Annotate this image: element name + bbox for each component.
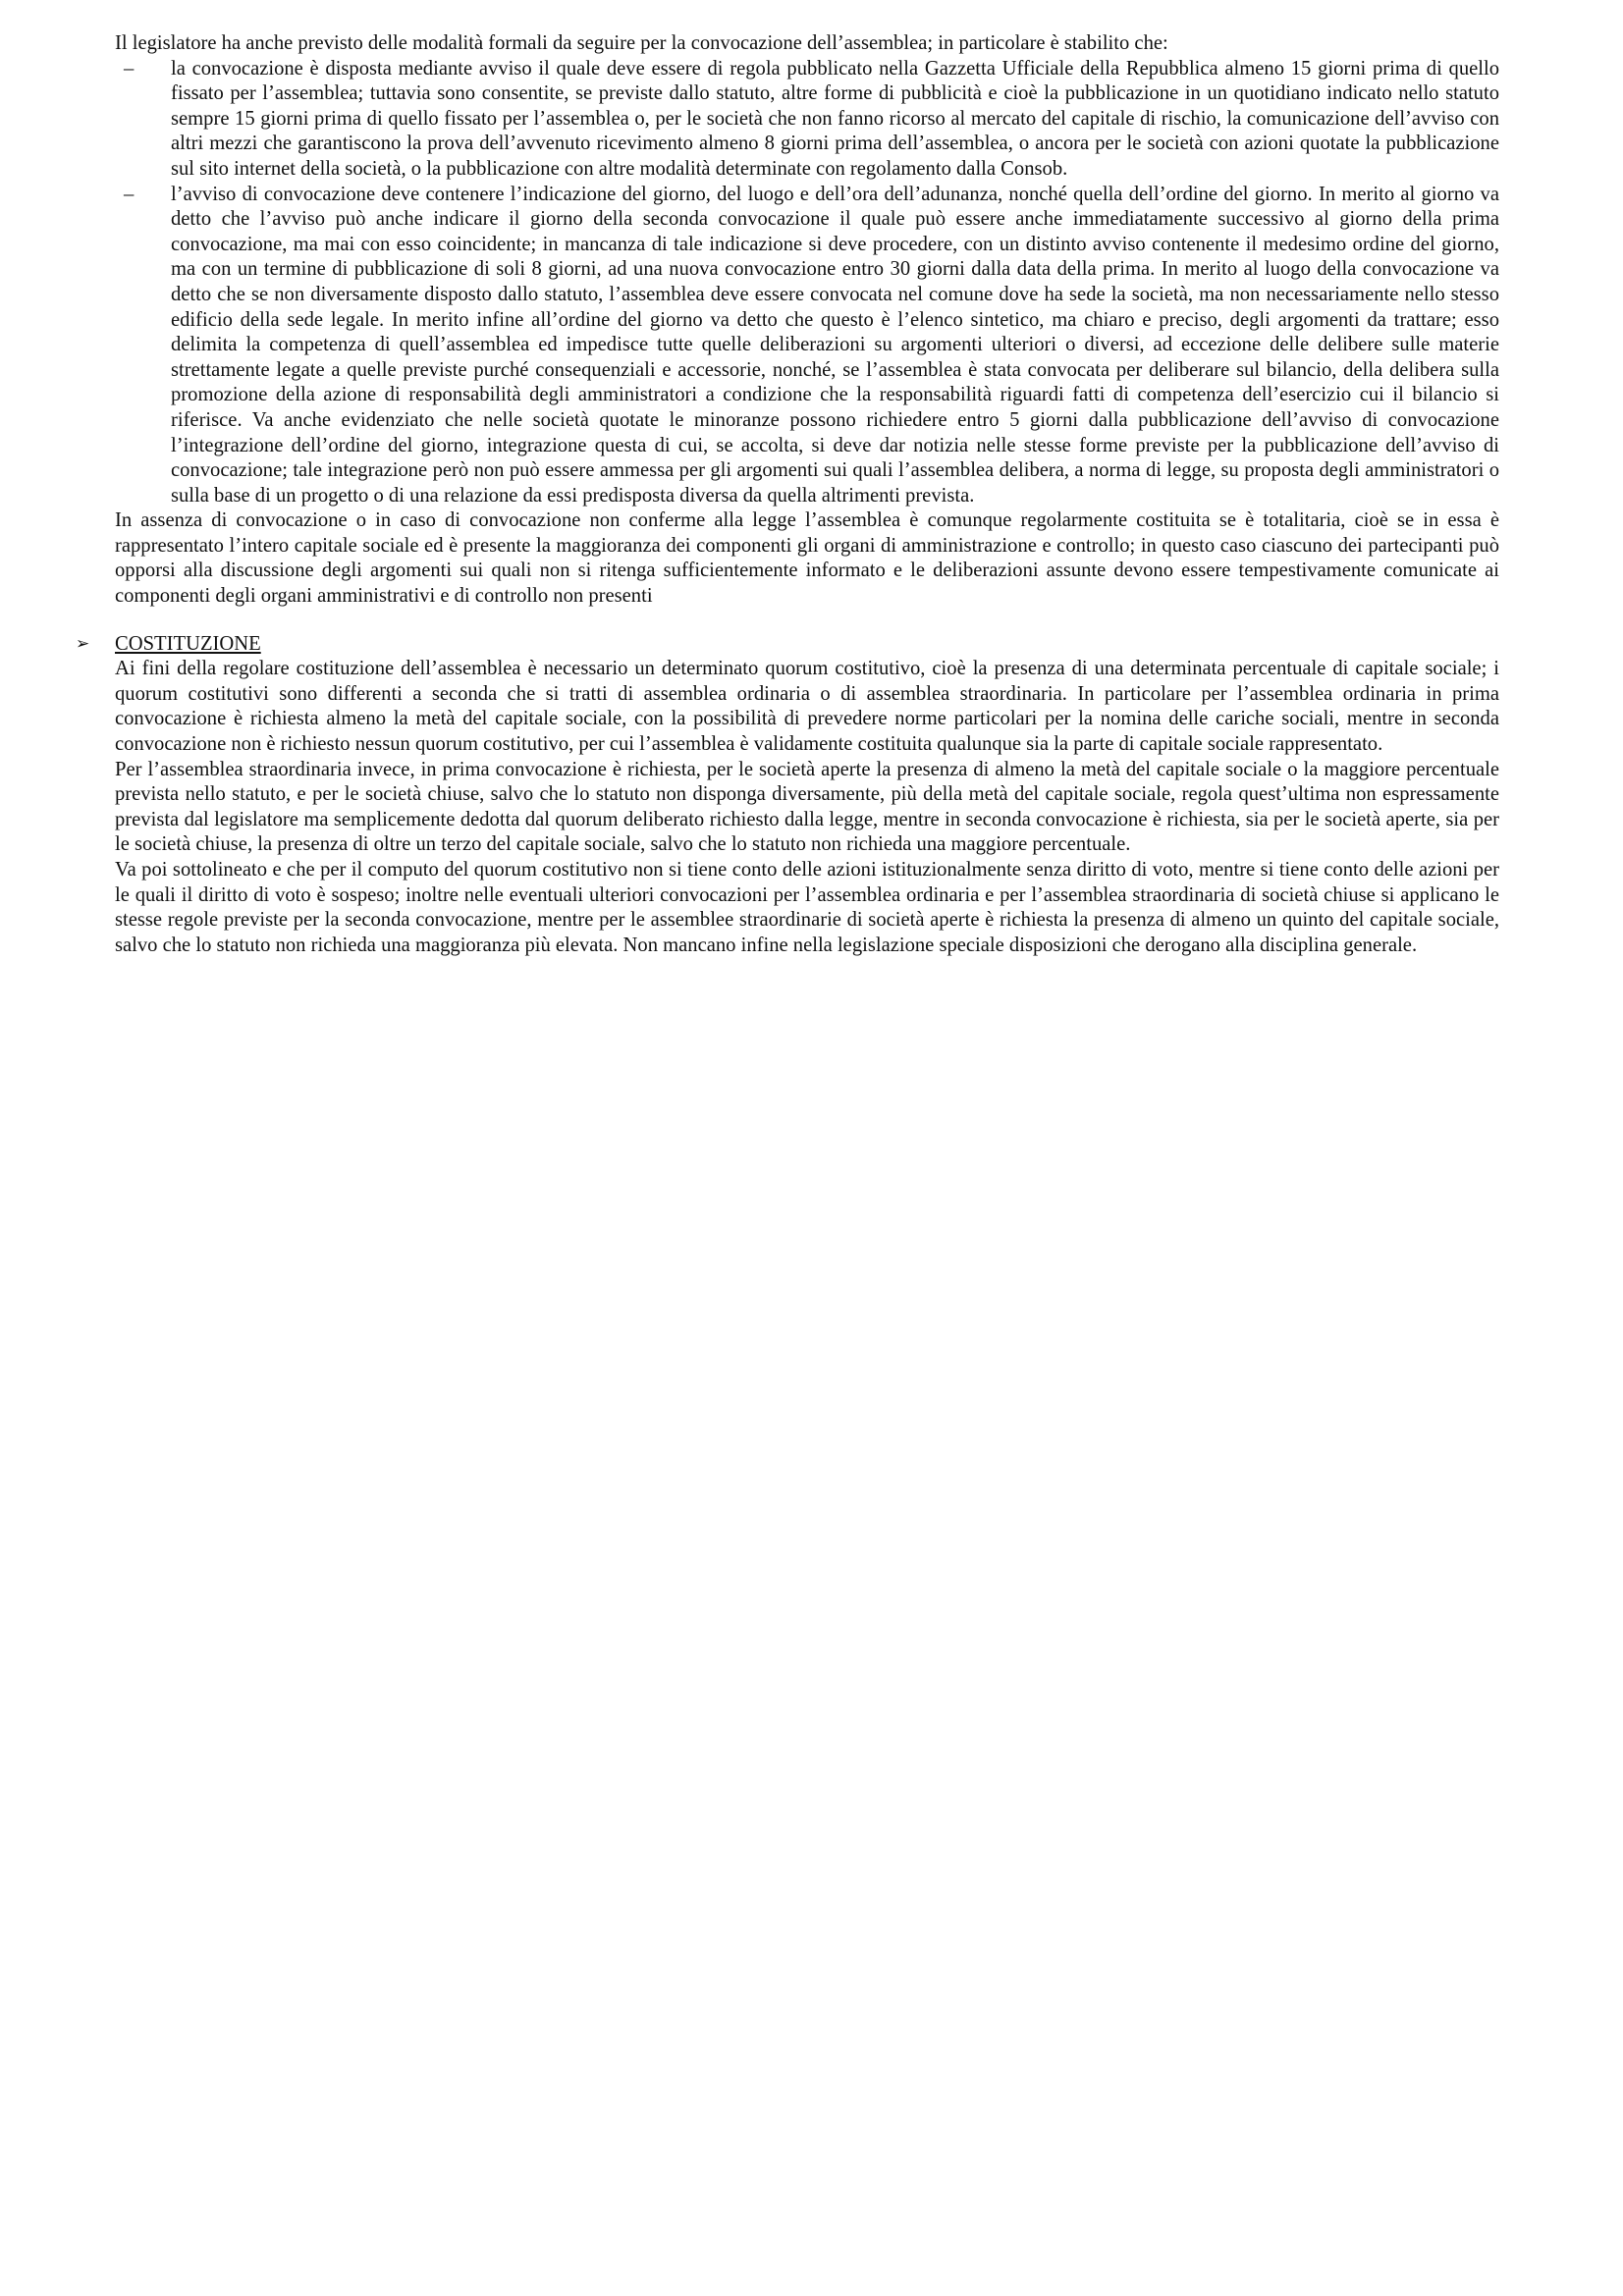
- requirements-list: [115, 57, 1499, 509]
- arrow-bullet-icon: ➢: [76, 633, 90, 654]
- section-paragraph: Ai fini della regolare costituzione dell’assemblea è necessario un determinato quorum costitutivo, cioè la presenza di una determinata percentuale di capitale sociale; i quorum costitutivi sono differenti a seconda che si tratti di assemblea ordinaria o di assemblea straordinaria. In particolare per l’assemblea ordinaria in prima convocazione è richiesta almeno la metà del capitale sociale, con la possibilità di prevedere norme particolari per la nomina delle cariche sociali, mentre in seconda convocazione non è richiesto nessun quorum costitutivo, per cui l’assemblea è validamente costituita qualunque sia la parte di capitale sociale rappresentato.: [115, 658, 1499, 756]
- section-heading: COSTITUZIONE: [115, 632, 261, 655]
- costituzione-section: [76, 632, 1499, 959]
- intro-paragraph: Il legislatore ha anche previsto delle modalità formali da seguire per la convocazione dell’assemblea; in particolare è stabilito che:: [115, 32, 1168, 54]
- document-page: [76, 31, 1499, 958]
- list-item-text: l’avviso di convocazione deve contenere l’indicazione del giorno, del luogo e dell’ora dell’adunanza, nonché quella dell’ordine del giorno. In merito al giorno va detto che l’avviso può anche indicare il giorno della seconda convocazione il quale può essere anche immediatamente successivo al giorno della prima convocazione, ma mai con esso coincidente; in mancanza di tale indicazione si deve procedere, con un distinto avviso contenente il medesimo ordine del giorno, ma con un termine di pubblicazione di soli 8 giorni, ad una nuova convocazione entro 30 giorni dalla data della prima. In merito al luogo della convocazione va detto che se non diversamente disposto dallo statuto, l’assemblea deve essere convocata nel comune dove ha sede la società, ma non necessariamente nello stesso edificio della sede legale. In merito infine all’ordine del giorno va detto che questo è l’elenco sintetico, ma chiaro e preciso, degli argomenti da trattare; esso delimita la competenza di quell’assemblea ed impedisce tutte quelle deliberazioni su argomenti ulteriori o diversi, ad eccezione delle delibere sulle materie strettamente legate a quelle previste purché consequenziali e accessorie, nonché, se l’assemblea è stata convocata per deliberare sul bilancio, della delibera sulla promozione della azione di responsabilità degli amministratori a condizione che la responsabilità riguardi fatti di competenza dell’esercizio cui il bilancio si riferisce. Va anche evidenziato che nelle società quotate le minoranze possono richiedere entro 5 giorni dalla pubblicazione dell’avviso di convocazione l’integrazione dell’ordine del giorno, integrazione questa di cui, se accolta, si deve dar notizia nelle stesse forme previste per la pubblicazione dell’avviso di convocazione; tale integrazione però non può essere ammessa per gli argomenti sui quali l’assemblea delibera, a norma di legge, su proposta degli amministratori o sulla base di un progetto o di una relazione da essi predisposta diversa da quella altrimenti prevista.: [171, 183, 1499, 507]
- dash-bullet: –: [124, 183, 135, 205]
- list-item-publication: [124, 57, 1499, 183]
- section-paragraph: Per l’assemblea straordinaria invece, in prima convocazione è richiesta, per le società aperte la presenza di almeno la metà del capitale sociale o la maggiore percentuale prevista nello statuto, e per le società chiuse, salvo che lo statuto non disponga diversamente, più della metà del capitale sociale, regola quest’ultima non espressamente prevista dal legislatore ma semplicemente dedotta dal quorum deliberato richiesto dalla legge, mentre in seconda convocazione è richiesta, sia per le società aperte, sia per le società chiuse, la presenza di oltre un terzo del capitale sociale, salvo che lo statuto non richieda una maggiore percentuale.: [115, 758, 1499, 856]
- section-paragraph: Va poi sottolineato e che per il computo del quorum costitutivo non si tiene conto delle azioni istituzionalmente senza diritto di voto, mentre si tiene conto delle azioni per le quali il diritto di voto è sospeso; inoltre nelle eventuali ulteriori convocazioni per l’assemblea ordinaria e per l’assemblea straordinaria di società chiuse si applicano le stesse regole previste per la seconda convocazione, mentre per le assemblee straordinarie di società aperte è richiesta la presenza di almeno un quinto del capitale sociale, salvo che lo statuto non richieda una maggioranza più elevata. Non mancano infine nella legislazione speciale disposizioni che derogano alla disciplina generale.: [115, 859, 1499, 956]
- totalitaria-paragraph: In assenza di convocazione o in caso di convocazione non conferme alla legge l’assemblea è comunque regolarmente costituita se è totalitaria, cioè se in essa è rappresentato l’intero capitale sociale ed è presente la maggioranza dei componenti gli organi di amministrazione e controllo; in questo caso ciascuno dei partecipanti può opporsi alla discussione degli argomenti sui quali non si ritenga sufficientemente informato e le deliberazioni assunte devono essere tempestivamente comunicate ai componenti degli organi amministrativi e di controllo non presenti: [115, 509, 1499, 608]
- list-item-text: la convocazione è disposta mediante avviso il quale deve essere di regola pubblicato nella Gazzetta Ufficiale della Repubblica almeno 15 giorni prima di quello fissato per l’assemblea; tuttavia sono consentite, se previste dallo statuto, altre forme di pubblicità e cioè la pubblicazione in un quotidiano indicato nello statuto sempre 15 giorni prima di quello fissato per l’assemblea o, per le società che non fanno ricorso al mercato del capitale di rischio, la comunicazione dell’avviso con altri mezzi che garantiscono la prova dell’avvenuto ricevimento almeno 8 giorni prima dell’assemblea, o ancora per le società con azioni quotate la pubblicazione sul sito internet della società, o la pubblicazione con altre modalità determinate con regolamento dalla Consob.: [171, 57, 1499, 180]
- dash-bullet: –: [124, 57, 135, 80]
- list-item-notice-content: [124, 183, 1499, 509]
